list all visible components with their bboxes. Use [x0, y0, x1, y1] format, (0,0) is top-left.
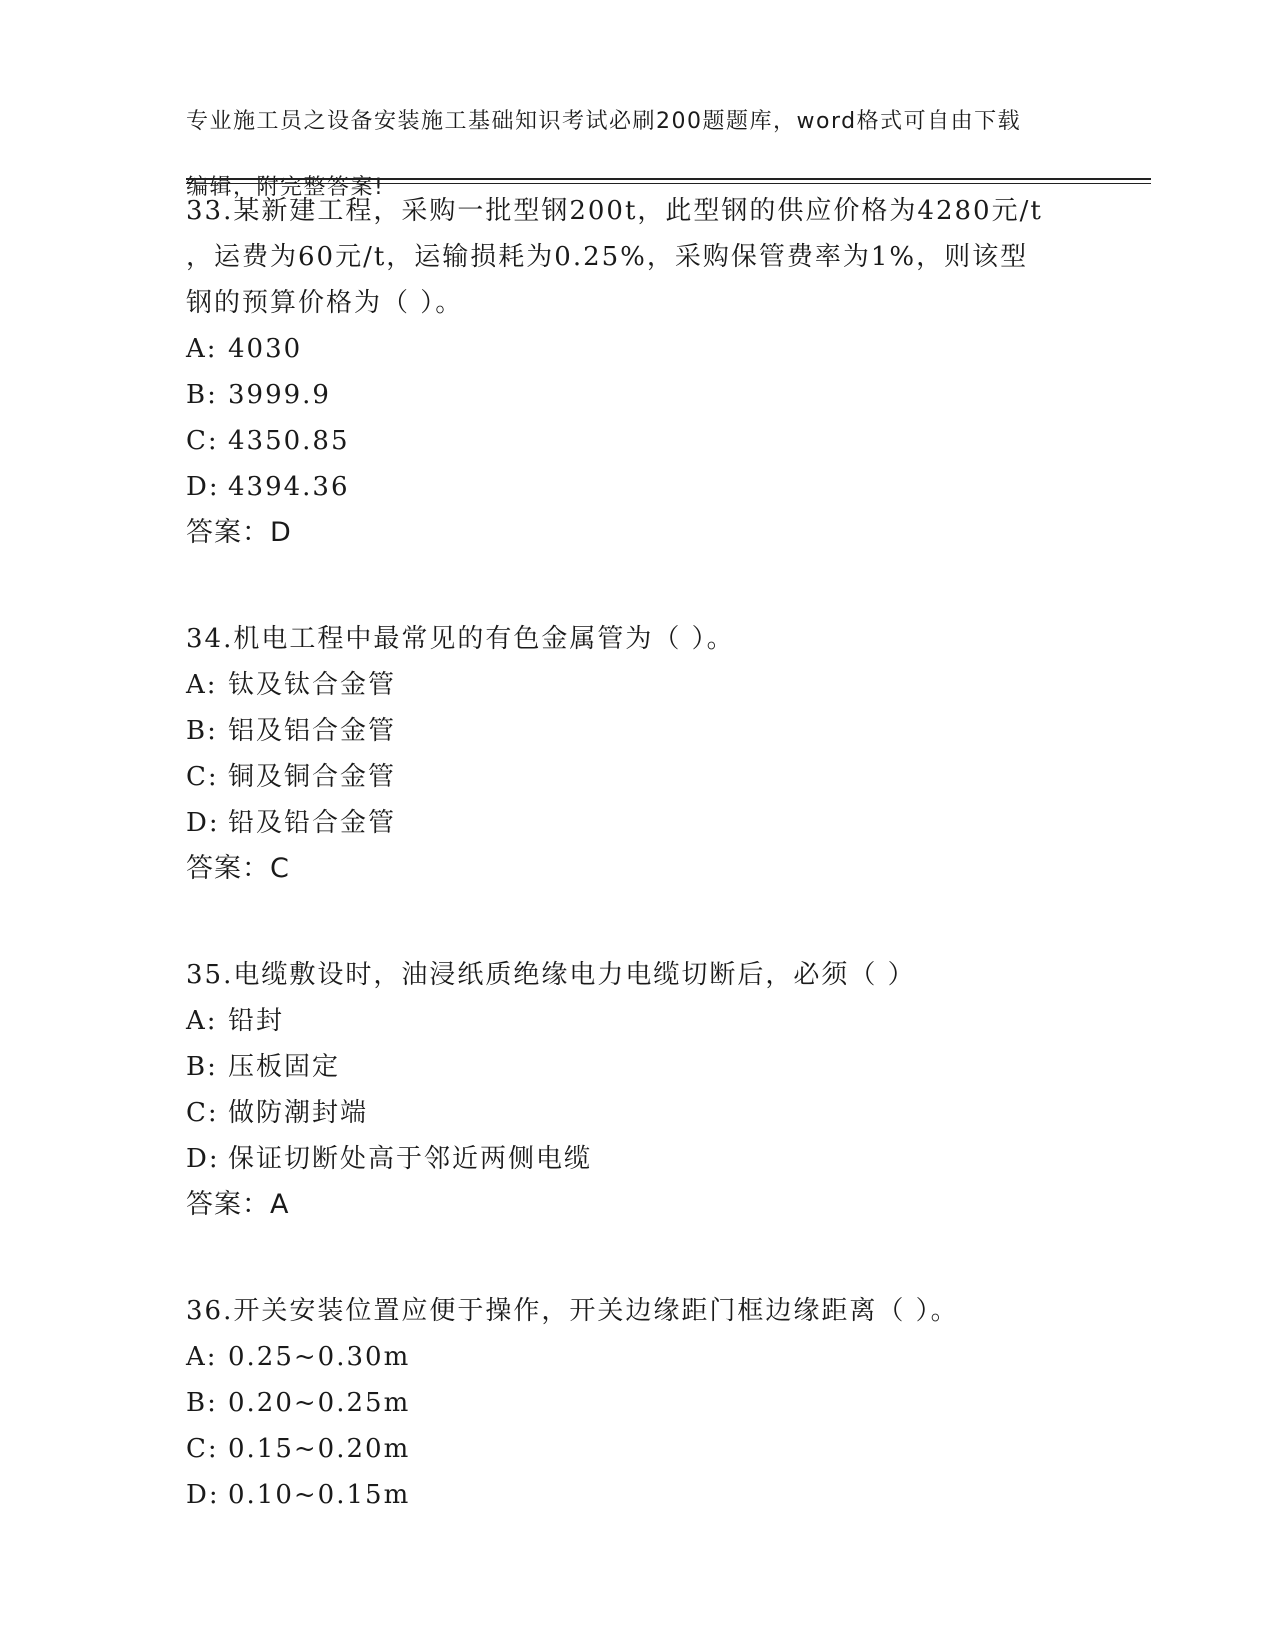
option-letter: D:: [186, 1144, 220, 1174]
option-text: 铅封: [228, 1006, 285, 1036]
header-divider-thick: [186, 178, 1151, 180]
option-text: 4030: [228, 334, 303, 364]
option-letter: A:: [186, 1006, 218, 1036]
answer-key: 答案：C: [186, 853, 290, 884]
option-letter: A:: [186, 670, 218, 700]
option-letter: C:: [186, 1098, 219, 1128]
option-letter: C:: [186, 762, 219, 792]
option-letter: A:: [186, 334, 218, 364]
answer-option: [186, 800, 1086, 846]
option-letter: A:: [186, 1342, 218, 1372]
option-text: 保证切断处高于邻近两侧电缆: [228, 1144, 593, 1174]
answer-option: [186, 1090, 1086, 1136]
option-text: 0.10~0.15m: [228, 1480, 411, 1510]
question-spacer: [186, 1228, 1086, 1288]
question-block: [186, 1288, 1086, 1518]
question-stem-line: 36.开关安装位置应便于操作，开关边缘距门框边缘距离（ ）。: [186, 1296, 959, 1326]
question-spacer: [186, 892, 1086, 952]
option-letter: B:: [186, 1388, 218, 1418]
answer-option: [186, 372, 1086, 418]
question-block: [186, 952, 1086, 1288]
answer-option: [186, 662, 1086, 708]
answer-option: [186, 418, 1086, 464]
option-letter: C:: [186, 1434, 219, 1464]
option-text: 做防潮封端: [228, 1098, 369, 1128]
answer-option: [186, 1472, 1086, 1518]
answer-option: [186, 1136, 1086, 1182]
option-letter: D:: [186, 472, 220, 502]
header-line-1: 专业施工员之设备安装施工基础知识考试必刷200题题库，word格式可自由下载: [186, 109, 1022, 134]
answer-option: [186, 754, 1086, 800]
answer-option: [186, 326, 1086, 372]
answer-option: [186, 1044, 1086, 1090]
answer-key: 答案：D: [186, 517, 292, 548]
question-stem-line: ，运费为60元/t，运输损耗为0.25%，采购保管费率为1%，则该型: [186, 242, 1029, 272]
option-text: 铅及铅合金管: [228, 808, 397, 838]
question-spacer: [186, 556, 1086, 616]
option-letter: B:: [186, 1052, 218, 1082]
answer-option: [186, 1334, 1086, 1380]
option-text: 4350.85: [228, 426, 350, 456]
header-divider-thin: [186, 183, 1151, 184]
header-line-2: 编辑，附完整答案!: [186, 175, 385, 200]
question-stem-line: 34.机电工程中最常见的有色金属管为（ ）。: [186, 624, 735, 654]
option-letter: B:: [186, 380, 218, 410]
option-text: 铜及铜合金管: [228, 762, 397, 792]
option-letter: B:: [186, 716, 218, 746]
option-text: 0.25~0.30m: [228, 1342, 411, 1372]
option-text: 4394.36: [228, 472, 350, 502]
option-text: 0.20~0.25m: [228, 1388, 411, 1418]
answer-option: [186, 998, 1086, 1044]
answer-option: [186, 708, 1086, 754]
answer-option: [186, 464, 1086, 510]
option-text: 3999.9: [228, 380, 331, 410]
option-letter: D:: [186, 808, 220, 838]
option-text: 0.15~0.20m: [228, 1434, 411, 1464]
option-letter: D:: [186, 1480, 220, 1510]
question-stem-line: 33.某新建工程，采购一批型钢200t，此型钢的供应价格为4280元/t: [186, 196, 1043, 226]
answer-option: [186, 1380, 1086, 1426]
option-text: 铝及铝合金管: [228, 716, 397, 746]
question-stem-line: 35.电缆敷设时，油浸纸质绝缘电力电缆切断后，必须（ ）: [186, 960, 916, 990]
option-text: 钛及钛合金管: [228, 670, 397, 700]
question-list: [186, 188, 1086, 1518]
answer-key: 答案：A: [186, 1189, 290, 1220]
option-text: 压板固定: [228, 1052, 341, 1082]
option-letter: C:: [186, 426, 219, 456]
question-block: [186, 188, 1086, 616]
answer-option: [186, 1426, 1086, 1472]
question-stem-line: 钢的预算价格为（ ）。: [186, 288, 464, 318]
question-block: [186, 616, 1086, 952]
